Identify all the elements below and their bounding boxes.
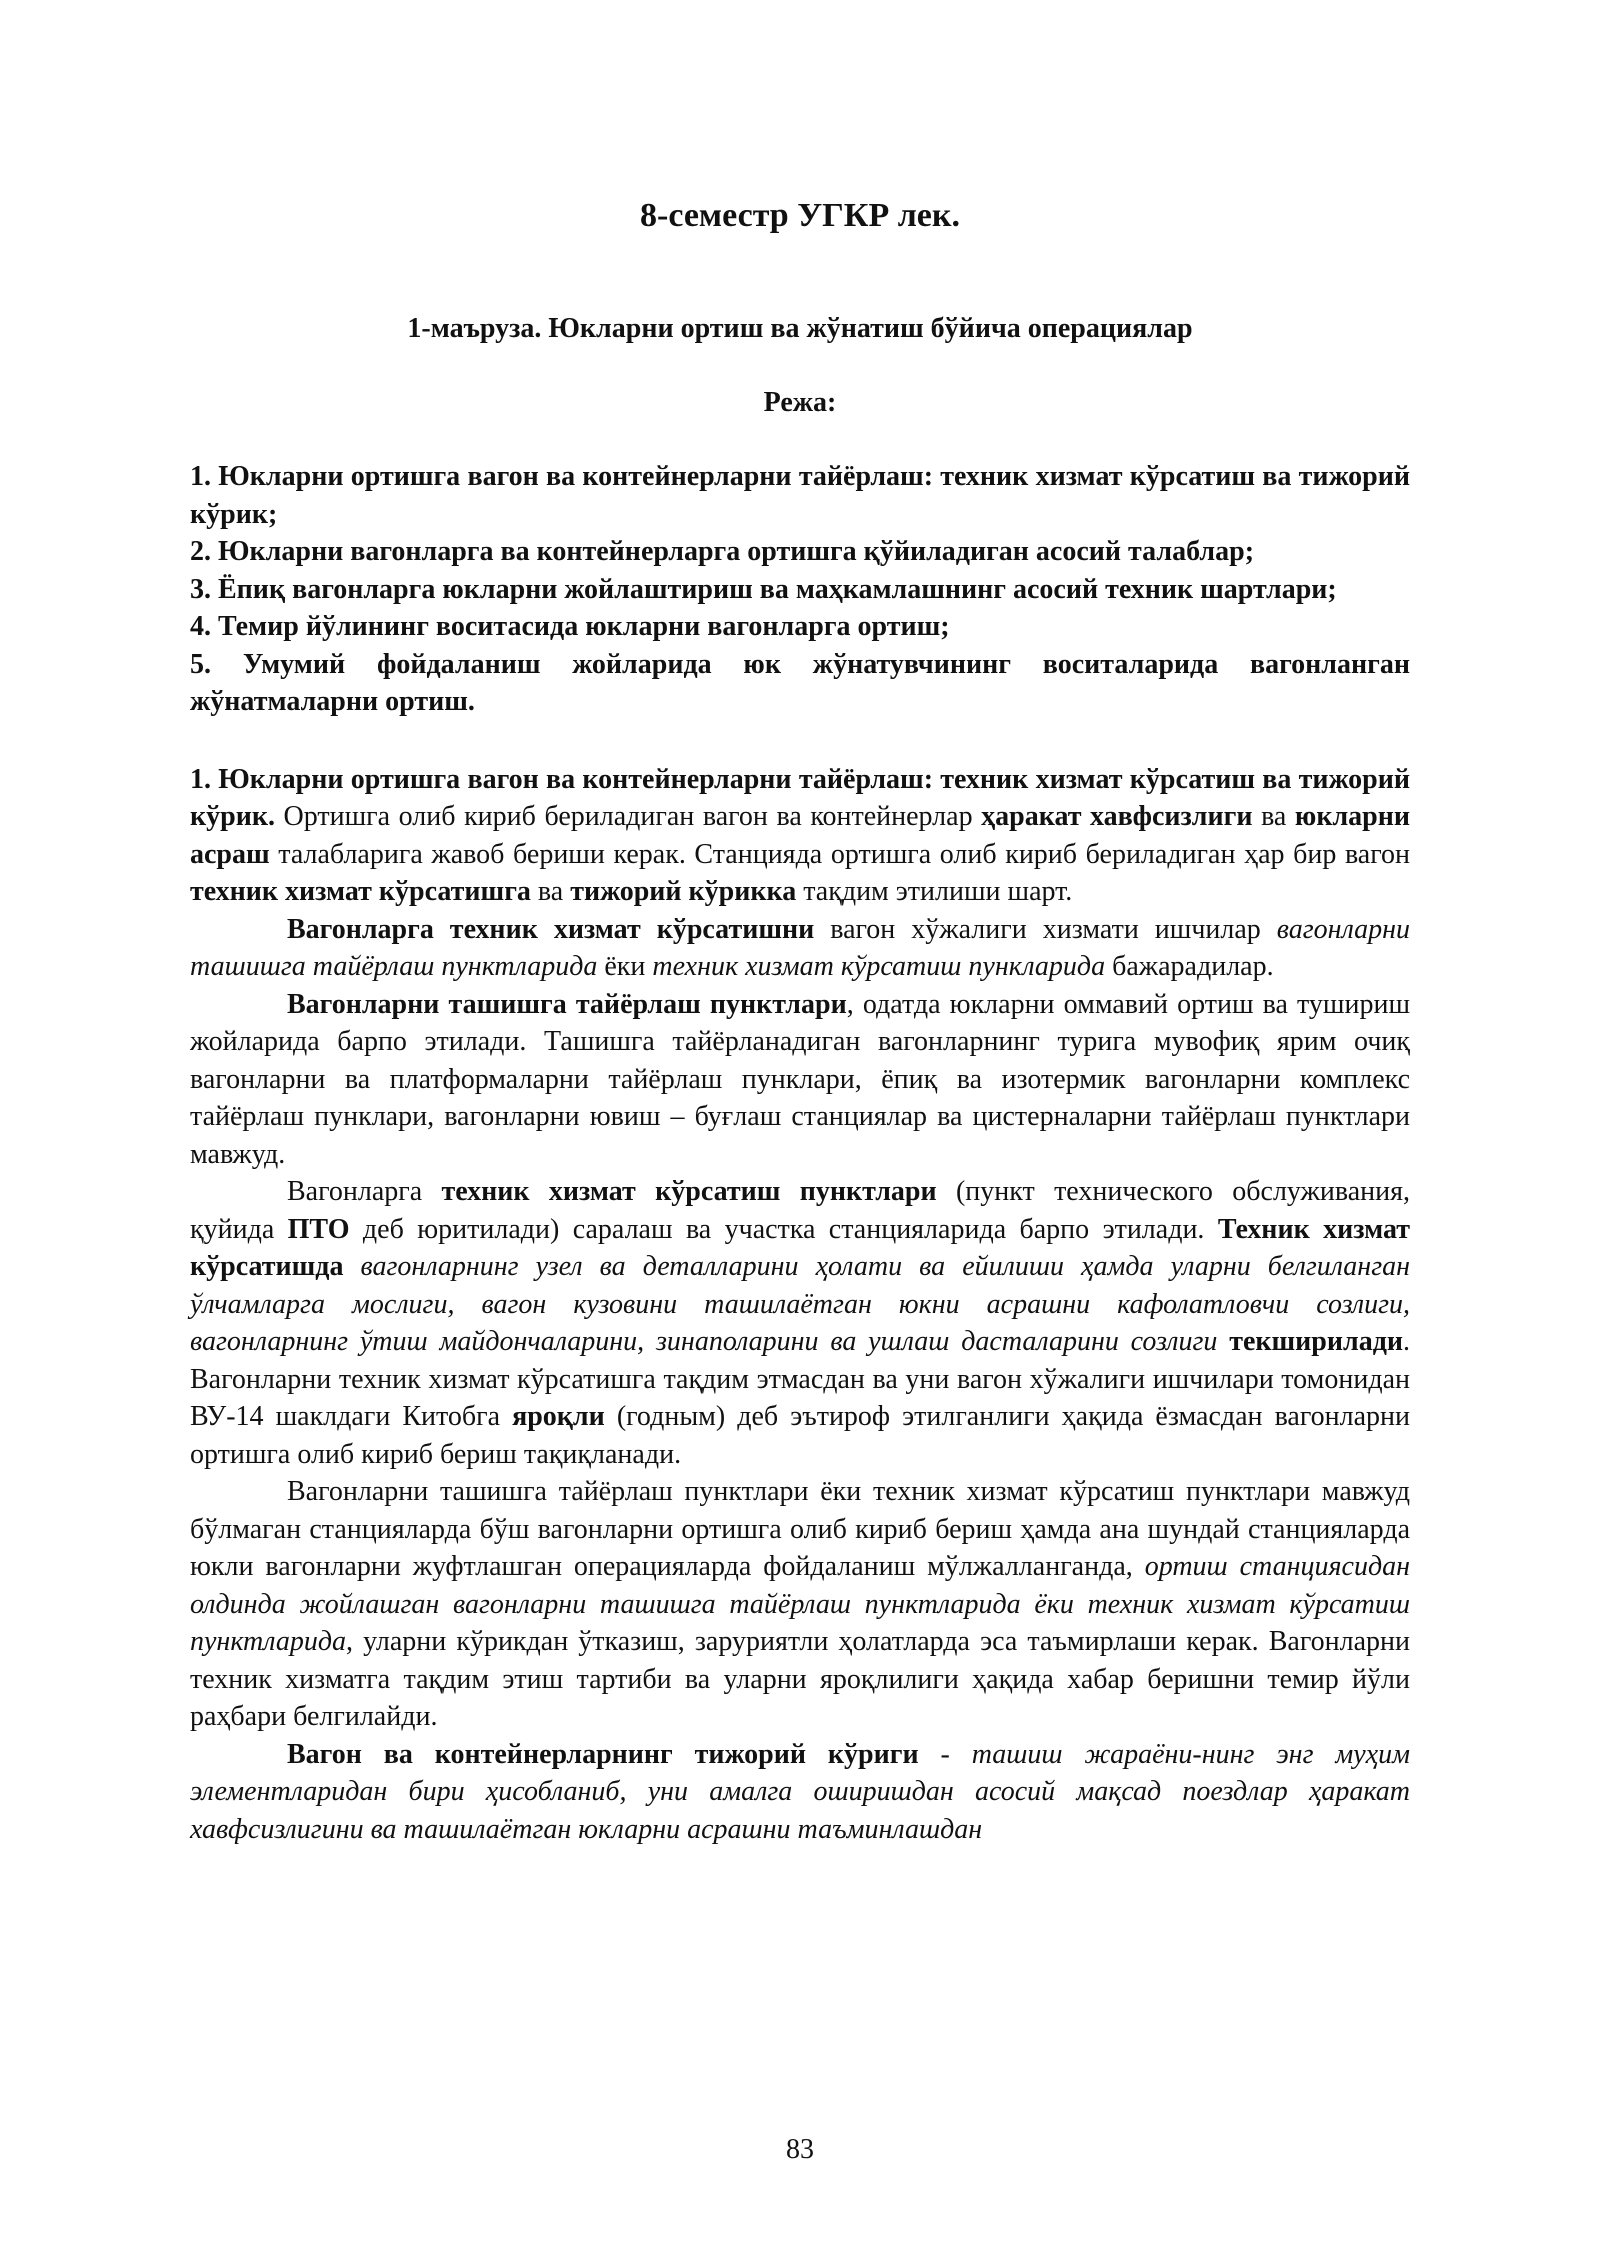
text-run: , уларни кўрикдан ўтказиш, заруриятли ҳолатларда эса таъмирлаши керак. Вагонларни техник хизматга тақдим этиш тартиби ва уларни яроқлилиги ҳақида хабар беришни темир йўли раҳбари белгилайди.: [190, 1626, 1410, 1732]
text-run: [343, 1251, 360, 1282]
text-run: бажарадилар.: [1105, 951, 1274, 982]
lecture-title: 1-маъруза. Юкларни ортиш ва жўнатиш бўйича операциялар: [407, 313, 1193, 344]
bold-term: Техник хизмат кўрсатишда: [190, 1213, 1410, 1282]
italic-term: ташиш жараёни-нинг энг муҳим элементларидан бири ҳисобланиб, уни амалга оширишдан асосий мақсад поездлар ҳаракат хавфсизлигини ва ташилаётган юкларни асрашни таъминлашдан: [190, 1738, 1410, 1845]
bold-term: ПТО: [287, 1213, 350, 1245]
paragraph-pto: [190, 1173, 1410, 1473]
text-run: , одатда юкларни оммавий ортиш ва тушириш жойларида барпо этилади. Ташишга тайёрланадиган вагонларнинг турига мувофиқ ярим очиқ вагонларни ва платформаларни тайёрлаш пунклари, ёпиқ ва изотермик вагонларни комплекс тайёрлаш пунклари, вагонларни ювиш – буғлаш станциялар ва цистерналарни тайёрлаш пунктлари мавжуд.: [190, 988, 1411, 1170]
text-run: деб юритилади) саралаш ва участка станцияларида барпо этилади.: [349, 1213, 1218, 1245]
bold-term: Вагон ва контейнерларнинг тижорий кўриги: [287, 1738, 919, 1770]
plan-item-4: 4. Темир йўлининг воситасида юкларни вагонларга ортиш;: [190, 611, 950, 642]
section-1-heading: 1. Юкларни ортишга вагон ва контейнерларни тайёрлаш: техник хизмат кўрсатиш ва тижорий кўрик.: [190, 763, 1410, 832]
plan-item-3: 3. Ёпиқ вагонларга юкларни жойлаштириш ва маҳкамлашнинг асосий техник шартлари;: [190, 573, 1337, 605]
bold-term: техник хизмат кўрсатишга: [190, 876, 531, 907]
paragraph-technical-service: [190, 911, 1410, 986]
bold-term: тижорий кўрикка: [570, 876, 797, 907]
text-run: ва: [530, 876, 571, 907]
bold-term: текширилади: [1229, 1326, 1403, 1357]
text-run: Вагонларни ташишга тайёрлаш пунктлари ёки техник хизмат кўрсатиш пунктлари мавжуд бўлмаган станцияларда бўш вагонларни ортишга олиб кириб бериш ҳамда ана шундай станцияларда юкли вагонларни жуфтлашган операцияларда фойдаланиш мўлжалланганда,: [190, 1476, 1410, 1582]
paragraph-section-1-intro: [190, 761, 1410, 911]
text-run: (годным) деб эътироф этилганлиги ҳақида ёзмасдан вагонларни ортишга олиб кириб бериш тақиқланади.: [190, 1401, 1410, 1470]
text-run: Ортишга олиб кириб бериладиган вагон ва контейнерлар: [274, 801, 982, 832]
plan-heading: Режа:: [763, 387, 837, 418]
italic-term: вагонларни ташишга тайёрлаш пунктларида: [190, 913, 1411, 982]
plan-item-1: 1. Юкларни ортишга вагон ва контейнерларни тайёрлаш: техник хизмат кўрсатиш ва тижорий кўрик;: [190, 461, 1410, 530]
paragraph-preparation-points: [190, 986, 1410, 1174]
text-run: (пункт технического обслуживания, қуйида: [190, 1176, 1411, 1245]
bold-term: Вагонларга техник хизмат кўрсатишни: [287, 913, 815, 945]
text-run: Вагонларга: [287, 1176, 442, 1207]
text-run: вагон хўжалиги хизмати ишчилар: [814, 913, 1277, 945]
bold-term: техник хизмат кўрсатиш пунктлари: [441, 1176, 937, 1207]
bold-term: юкларни асраш: [190, 801, 1410, 870]
document-title: 8-семестр УГКР лек.: [640, 197, 960, 234]
bold-term: ҳаракат хавфсизлиги: [981, 801, 1253, 832]
text-run: ёки: [597, 951, 653, 982]
page-number: 83: [786, 2134, 814, 2165]
text-run: ва: [1252, 801, 1295, 832]
italic-term: техник хизмат кўрсатиш пункларида: [652, 951, 1106, 982]
text-run: талабларига жавоб бериши керак. Станцияда ортишга олиб кириб бериладиган ҳар бир вагон: [269, 838, 1410, 870]
text-run: . Вагонларни техник хизмат кўрсатишга тақдим этмасдан ва уни вагон хўжалиги ишчилари томонидан ВУ-14 шаклдаги Китобга: [190, 1326, 1410, 1432]
paragraph-commercial-inspection: [190, 1736, 1410, 1849]
plan-item-2: 2. Юкларни вагонларга ва контейнерларга ортишга қўйиладиган асосий талаблар;: [190, 536, 1255, 567]
italic-term: ортиш станциясидан олдинда жойлашган вагонларни ташишга тайёрлаш пунктларида ёки техник хизмат кўрсатиш пунктларида: [190, 1551, 1411, 1657]
plan-list: [190, 458, 1410, 721]
paragraph-no-service-stations: [190, 1473, 1410, 1736]
text-run: [1217, 1326, 1229, 1357]
italic-term: вагонларнинг узел ва деталларини ҳолати ва ейилиши ҳамда уларни белгиланган ўлчамларга мослиги, вагон кузовини ташилаётган юкни асрашни кафолатловчи созлиги, вагонларнинг ўтиш майдончаларини, зинаполарини ва ушлаш дасталарини созлиги: [190, 1251, 1411, 1357]
text-run: -: [918, 1738, 972, 1770]
bold-term: яроқли: [512, 1401, 605, 1432]
text-run: тақдим этилиши шарт.: [796, 876, 1073, 907]
page-content: [190, 190, 1410, 1848]
bold-term: Вагонларни ташишга тайёрлаш пунктлари: [287, 988, 847, 1020]
plan-item-5: 5. Умумий фойдаланиш жойларида юк жўнатувчининг воситаларида вагонланган жўнатмаларни ортиш.: [190, 648, 1410, 717]
